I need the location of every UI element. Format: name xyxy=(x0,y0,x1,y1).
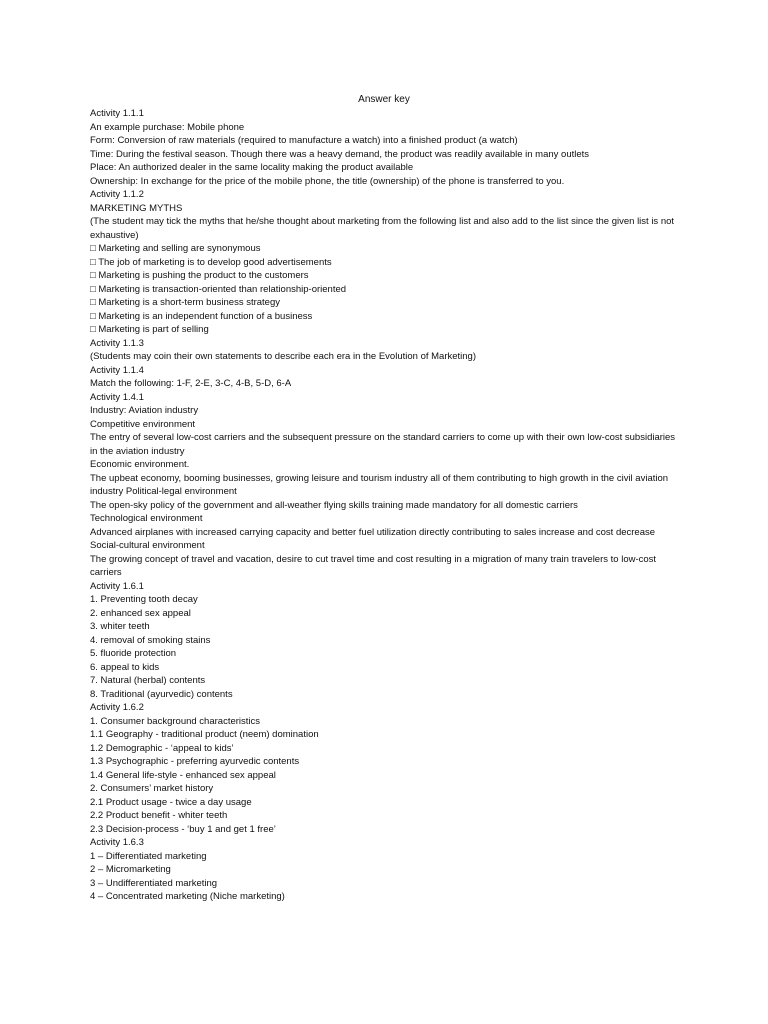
text-line: Competitive environment xyxy=(90,418,196,430)
text-line: 4. removal of smoking stains xyxy=(90,634,211,646)
text-line: Activity 1.6.2 xyxy=(90,702,144,713)
text-line: 5. fluoride protection xyxy=(90,648,177,659)
text-line: 1 – Differentiated marketing xyxy=(90,850,207,862)
text-line: 1.2 Demographic - ‘appeal to kids’ xyxy=(90,742,234,754)
text-line: Form: Conversion of raw materials (required to manufacture a watch) into a finished product (a watch) xyxy=(90,135,518,146)
text-line: □ Marketing and selling are synonymous xyxy=(90,243,261,254)
text-line: 1. Consumer background characteristics xyxy=(90,715,261,727)
text-line: Economic environment. xyxy=(90,459,190,470)
text-line: Industry: Aviation industry xyxy=(90,405,199,416)
text-line: Activity 1.1.3 xyxy=(90,337,144,349)
text-line: The upbeat economy, booming businesses, growing leisure and tourism industry all of them contributing to high growth in the civil aviation industry Political-legal environment xyxy=(90,472,669,497)
text-line: □ Marketing is an independent function of a business xyxy=(90,310,313,322)
text-line: Ownership: In exchange for the price of the mobile phone, the title (ownership) of the phone is transferred to you. xyxy=(90,175,565,187)
text-line: 2. enhanced sex appeal xyxy=(90,607,191,619)
text-line: Activity 1.1.1 xyxy=(90,108,144,119)
text-line: 2.2 Product benefit - whiter teeth xyxy=(90,810,228,821)
text-line: 7. Natural (herbal) contents xyxy=(90,675,206,686)
text-line: Technological environment xyxy=(90,513,203,524)
text-line: 4 – Concentrated marketing (Niche marketing) xyxy=(90,891,285,902)
page-title: Answer key xyxy=(358,94,410,105)
text-line: □ Marketing is pushing the product to the customers xyxy=(90,270,309,281)
text-line: □ Marketing is transaction-oriented than relationship-oriented xyxy=(90,283,347,295)
text-line: 2.1 Product usage - twice a day usage xyxy=(90,796,252,808)
text-line: 2. Consumers’ market history xyxy=(90,783,214,794)
text-line: The entry of several low-cost carriers and the subsequent pressure on the standard carriers to come up with their own low-cost subsidiaries in the aviation industry xyxy=(90,432,676,457)
text-line: Time: During the festival season. Though there was a heavy demand, the product was readily available in many outlets xyxy=(90,148,590,160)
text-line: 6. appeal to kids xyxy=(90,661,160,673)
text-line: (The student may tick the myths that he/she thought about marketing from the following list and also add to the list since the given list is not exhaustive) xyxy=(90,216,675,241)
text-line: Activity 1.6.1 xyxy=(90,580,144,592)
text-line: Advanced airplanes with increased carrying capacity and better fuel utilization directly contributing to sales increase and cost decrease Social-cultural environment xyxy=(90,526,656,551)
text-line: □ The job of marketing is to develop good advertisements xyxy=(90,256,332,268)
text-line: MARKETING MYTHS xyxy=(90,202,183,214)
text-line: Activity 1.4.1 xyxy=(90,391,144,403)
text-line: 8. Traditional (ayurvedic) contents xyxy=(90,688,233,700)
text-line: Activity 1.1.2 xyxy=(90,189,144,200)
text-line: 3. whiter teeth xyxy=(90,621,150,632)
text-line: □ Marketing is part of selling xyxy=(90,324,209,335)
text-line: The open-sky policy of the government and all-weather flying skills training made mandatory for all domestic carriers xyxy=(90,499,578,511)
text-line: Activity 1.6.3 xyxy=(90,837,144,848)
text-line: Place: An authorized dealer in the same locality making the product available xyxy=(90,162,414,173)
text-line: 1.1 Geography - traditional product (neem) domination xyxy=(90,729,319,740)
text-line: (Students may coin their own statements to describe each era in the Evolution of Marketing) xyxy=(90,351,477,362)
text-line: 2 – Micromarketing xyxy=(90,864,171,875)
text-line: 1. Preventing tooth decay xyxy=(90,594,198,605)
text-line: An example purchase: Mobile phone xyxy=(90,121,245,133)
document-body xyxy=(90,107,678,904)
text-line: 3 – Undifferentiated marketing xyxy=(90,877,218,889)
text-line: Match the following: 1-F, 2-E, 3-C, 4-B, 5-D, 6-A xyxy=(90,378,292,389)
text-line: □ Marketing is a short-term business strategy xyxy=(90,297,280,308)
text-line: 2.3 Decision-process - ‘buy 1 and get 1 free’ xyxy=(90,823,276,835)
text-line: Activity 1.1.4 xyxy=(90,364,144,376)
text-line: 1.4 General life-style - enhanced sex appeal xyxy=(90,769,276,781)
text-line: 1.3 Psychographic - preferring ayurvedic contents xyxy=(90,756,300,767)
text-line: The growing concept of travel and vacation, desire to cut travel time and cost resulting in a migration of many train travelers to low-cost carriers xyxy=(90,553,657,578)
